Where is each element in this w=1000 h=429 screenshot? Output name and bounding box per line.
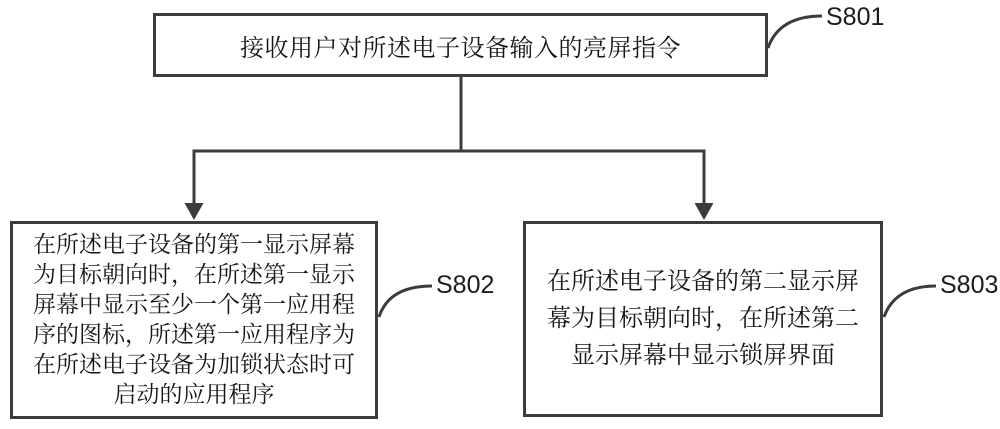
leader-curve-s801	[768, 16, 822, 48]
flow-box-s803-text-line: 显示屏幕中显示锁屏界面	[571, 342, 835, 369]
flow-box-s802-text-line: 屏幕中显示至少一个第一应用程	[33, 292, 355, 317]
flow-box-s802	[10, 221, 378, 419]
flow-box-s802-text-line: 为目标朝向时，在所述第一显示	[33, 262, 355, 287]
step-label-s803: S803	[940, 271, 999, 299]
flow-box-s801-text: 接收用户对所述电子设备输入的亮屏指令	[240, 35, 681, 62]
flow-box-s803-text-line: 幕为目标朝向时，在所述第二	[547, 305, 859, 332]
arrowhead-left-icon	[185, 203, 204, 220]
flow-box-s802-text-line: 在所述电子设备为加锁状态时可	[33, 352, 355, 377]
leader-curve-s802	[379, 286, 432, 317]
flow-box-s803-text-line: 在所述电子设备的第二显示屏	[547, 268, 859, 295]
flow-box-s801	[153, 13, 768, 77]
leader-curve-s803	[884, 286, 936, 317]
arrowhead-right-icon	[695, 203, 714, 220]
flow-box-s802-text-line: 启动的应用程序	[113, 382, 275, 407]
flow-box-s802-text-line: 序的图标，所述第一应用程序为	[33, 322, 355, 347]
step-label-s801: S801	[826, 3, 885, 31]
step-label-s802: S802	[436, 271, 495, 299]
flow-box-s803	[523, 221, 883, 417]
flow-box-s802-text-line: 在所述电子设备的第一显示屏幕	[33, 232, 355, 257]
